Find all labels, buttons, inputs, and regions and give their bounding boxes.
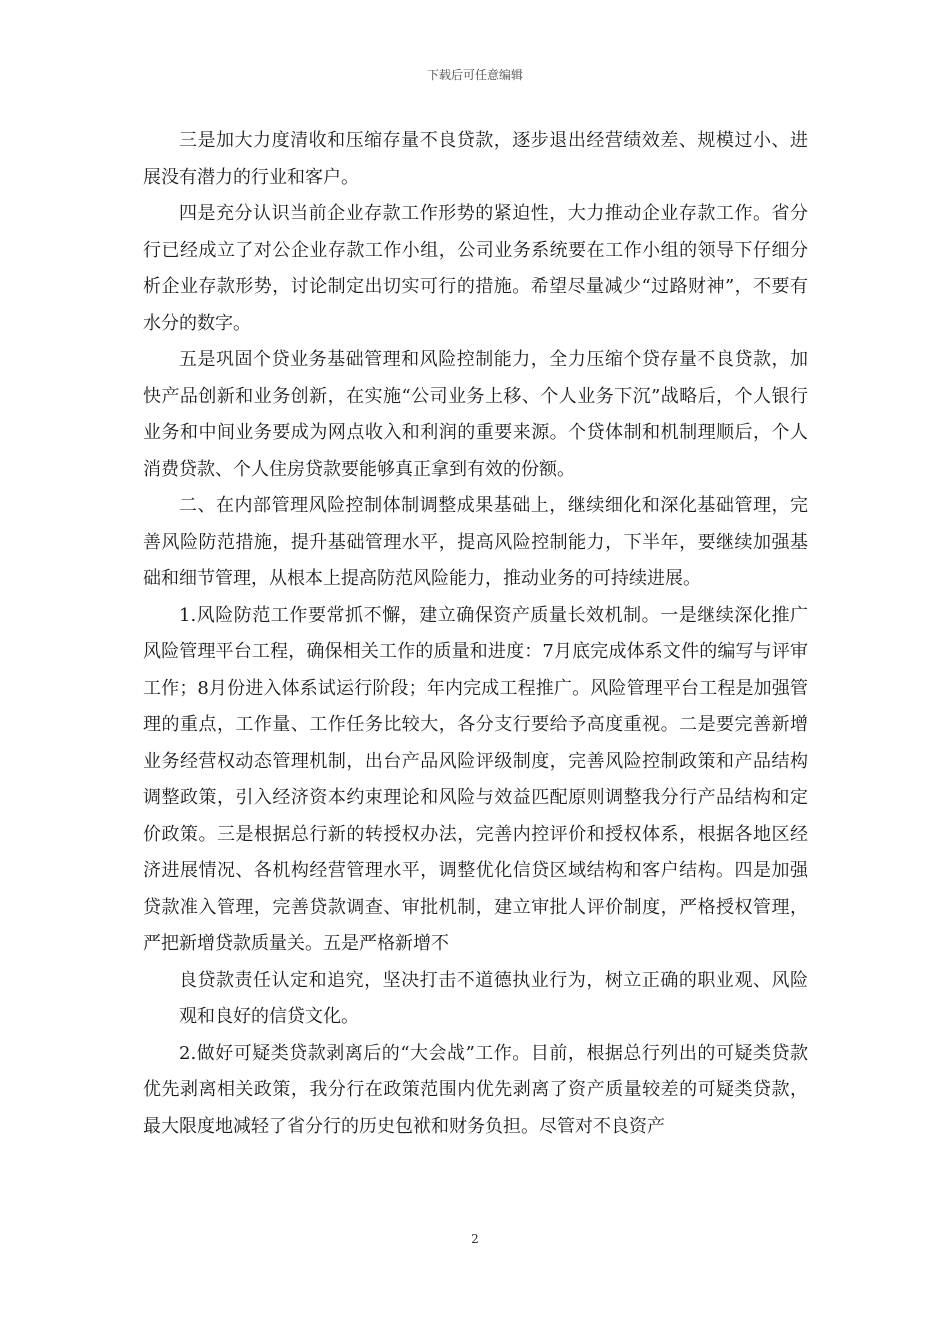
paragraph-personal-loans: 五是巩固个贷业务基础管理和风险控制能力，全力压缩个贷存量不良贷款，加快产品创新和业务创新，在实施“公司业务上移、个人业务下沉”战略后，个人银行业务和中间业务要成为网点收入和利润的重要来源。个贷体制和机制理顺后，个人消费贷款、个人住房贷款要能够真正拿到有效的份额。 — [143, 349, 808, 480]
page-header: 下载后可任意编辑 — [426, 68, 523, 82]
paragraph-risk-prevention: 1.风险防范工作要常抓不懈，建立确保资产质量长效机制。一是继续深化推广风险管理平台工程，确保相关工作的质量和进度：7月底完成体系文件的编写与评审工作；8月份进入体系试运行阶段；年内完成工程推广。风险管理平台工程是加强管理的重点，工作量、工作任务比较大，各分支行要给予高度重视。二是要完善新增业务经营权动态管理机制，出台产品风险评级制度，完善风险控制政策和产品结构调整政策，引入经济资本约束理论和风险与效益匹配原则调整我分行产品结构和定价政策。三是根据总行新的转授权办法，完善内控评价和授权体系，根据各地区经济进展情况、各机构经营管理水平，调整优化信贷区域结构和客户结构。四是加强贷款准入管理，完善贷款调查、审批机制，建立审批人评价制度，严格授权管理，严把新增贷款质量关。五是严格新增不 — [143, 604, 808, 954]
document-body — [143, 123, 808, 1145]
paragraph-doubtful-loans: 2.做好可疑类贷款剥离后的“大会战”工作。目前，根据总行列出的可疑类贷款优先剥离相关政策，我分行在政策范围内优先剥离了资产质量较差的可疑类贷款，最大限度地减轻了省分行的历史包袱和财务负担。尽管对不良资产 — [143, 1042, 808, 1137]
paragraph-enterprise-deposits: 四是充分认识当前企业存款工作形势的紧迫性，大力推动企业存款工作。省分行已经成立了对公企业存款工作小组，公司业务系统要在工作小组的领导下仔细分析企业存款形势，讨论制定出切实可行的措施。希望尽量减少“过路财神”，不要有水分的数字。 — [143, 203, 808, 334]
paragraph-internal-management: 二、在内部管理风险控制体制调整成果基础上，继续细化和深化基础管理，完善风险防范措施，提升基础管理水平，提高风险控制能力，下半年，要继续加强基础和细节管理，从根本上提高防范风险能力，推动业务的可持续进展。 — [143, 495, 808, 589]
paragraph-debt-collection: 三是加大力度清收和压缩存量不良贷款，逐步退出经营绩效差、规模过小、进展没有潜力的行业和客户。 — [143, 130, 808, 188]
paragraph-credit-culture: 良贷款责任认定和追究，坚决打击不道德执业行为，树立正确的职业观、风险观和良好的信贷文化。 — [179, 969, 808, 1027]
page-number: 2 — [471, 1232, 479, 1246]
